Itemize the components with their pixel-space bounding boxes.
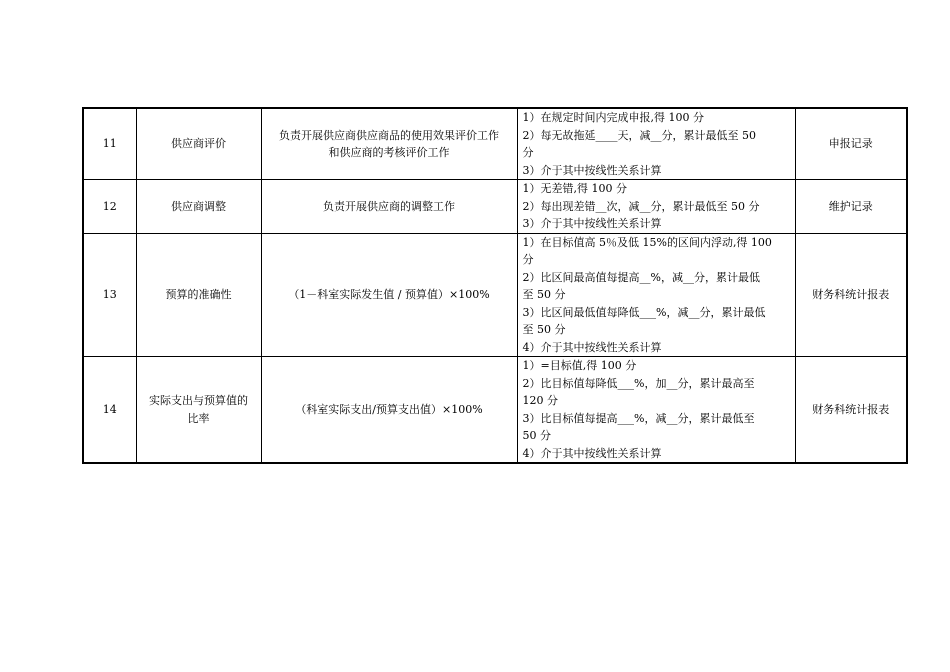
scoring-rules xyxy=(517,180,795,234)
table-row xyxy=(83,108,907,180)
indicator-definition xyxy=(261,180,517,234)
row-number: 11 xyxy=(83,108,136,180)
rule-line: 120 分 xyxy=(522,394,558,407)
name-line: 实际支出与预算值的 xyxy=(149,394,248,407)
rule-line: 3）比目标值每提高___%，减__分，累计最低至 xyxy=(522,411,755,425)
data-source: 财务科统计报表 xyxy=(795,233,907,357)
rule-line: 3）比区间最低值每降低___%，减__分，累计最低 xyxy=(522,305,766,319)
indicator-name: 供应商评价 xyxy=(136,108,261,180)
indicator-name: 预算的准确性 xyxy=(136,233,261,357)
rule-line: 分 xyxy=(522,146,534,159)
definition-line: （科室实际支出/预算支出值）×100% xyxy=(295,402,483,416)
scoring-rules xyxy=(517,233,795,357)
rule-line: 2）比区间最高值每提高__%，减__分，累计最低 xyxy=(522,270,760,284)
row-number: 12 xyxy=(83,180,136,234)
rule-line: 3）介于其中按线性关系计算 xyxy=(522,217,662,230)
indicator-name xyxy=(136,357,261,464)
rule-line: 50 分 xyxy=(522,429,551,442)
definition-line: 负责开展供应商的调整工作 xyxy=(323,199,455,213)
table-row xyxy=(83,233,907,357)
rule-line: 至 50 分 xyxy=(522,323,566,336)
data-source: 维护记录 xyxy=(795,180,907,234)
rule-line: 4）介于其中按线性关系计算 xyxy=(522,446,662,460)
rule-line: 4）介于其中按线性关系计算 xyxy=(522,340,662,354)
indicator-definition xyxy=(261,108,517,180)
rule-line: 1）在目标值高 5％及低 15%的区间内浮动,得 100 xyxy=(522,235,772,249)
indicator-definition xyxy=(261,357,517,464)
rule-line: 至 50 分 xyxy=(522,288,566,301)
scoring-rules xyxy=(517,108,795,180)
table-row xyxy=(83,357,907,464)
rule-line: 1）无差错,得 100 分 xyxy=(522,182,627,195)
rule-line: 2）每无故拖延____天，减__分，累计最低至 50 xyxy=(522,128,756,142)
kpi-table xyxy=(82,107,908,464)
rule-line: 分 xyxy=(522,253,534,266)
rule-line: 2）比目标值每降低___%，加__分，累计最高至 xyxy=(522,376,755,390)
definition-line: （1－科室实际发生值 / 预算值）×100% xyxy=(288,288,490,301)
rule-line: 1）=目标值,得 100 分 xyxy=(522,359,637,372)
table-row xyxy=(83,180,907,234)
indicator-name: 供应商调整 xyxy=(136,180,261,234)
rule-line: 1）在规定时间内完成申报,得 100 分 xyxy=(522,111,704,124)
row-number: 14 xyxy=(83,357,136,464)
definition-line: 负责开展供应商供应商品的使用效果评价工作 xyxy=(279,128,499,142)
rule-line: 3）介于其中按线性关系计算 xyxy=(522,163,662,177)
indicator-definition xyxy=(261,233,517,357)
scoring-rules xyxy=(517,357,795,464)
data-source: 财务科统计报表 xyxy=(795,357,907,464)
name-line: 比率 xyxy=(187,411,210,425)
rule-line: 2）每出现差错__次，减__分，累计最低至 50 分 xyxy=(522,199,760,213)
definition-line: 和供应商的考核评价工作 xyxy=(328,146,450,159)
row-number: 13 xyxy=(83,233,136,357)
data-source: 申报记录 xyxy=(795,108,907,180)
